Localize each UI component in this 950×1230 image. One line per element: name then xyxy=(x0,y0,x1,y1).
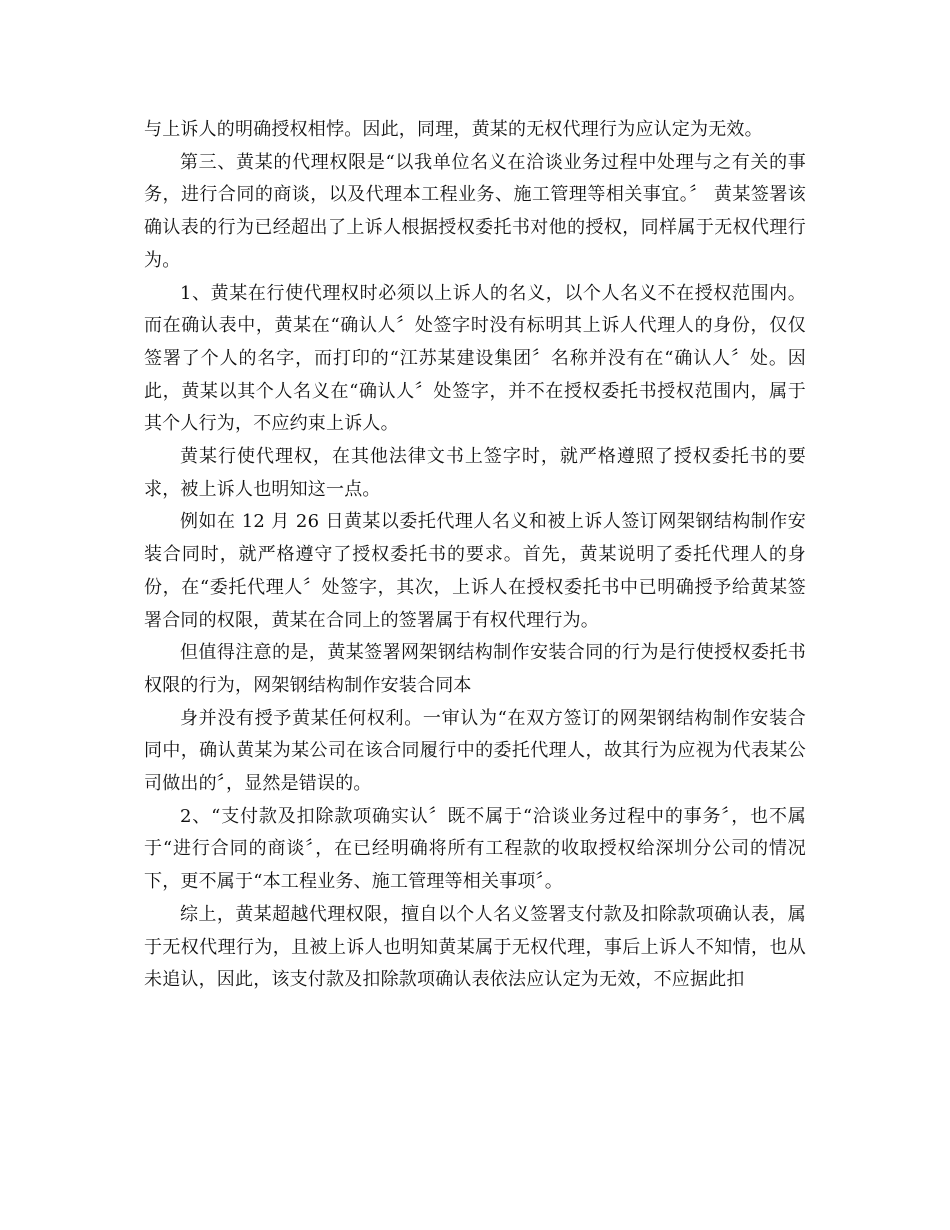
paragraph-6: 但值得注意的是，黄某签署网架钢结构制作安装合同的行为是行使授权委托书权限的行为，网架钢结构制作安装合同本 xyxy=(144,642,806,696)
document-body xyxy=(144,114,806,997)
paragraph-2: 第三、黄某的代理权限是“以我单位名义在洽谈业务过程中处理与之有关的事务，进行合同的商谈，以及代理本工程业务、施工管理等相关事宜。〞 黄某签署该确认表的行为已经超出了上诉人根据授权委托书对他的授权，同样属于无权代理行为。 xyxy=(144,151,806,271)
paragraph-7: 身并没有授予黄某任何权利。一审认为“在双方签订的网架钢结构制作安装合同中，确认黄某为某公司在该合同履行中的委托代理人，故其行为应视为代表某公司做出的〞，显然是错误的。 xyxy=(144,707,806,795)
paragraph-9: 综上，黄某超越代理权限，擅自以个人名义签署支付款及扣除款项确认表，属于无权代理行为，且被上诉人也明知黄某属于无权代理，事后上诉人不知情，也从未追认，因此，该支付款及扣除款项确认表依法应认定为无效，不应据此扣 xyxy=(144,903,806,991)
paragraph-1: 与上诉人的明确授权相悖。因此，同理，黄某的无权代理行为应认定为无效。 xyxy=(144,119,763,140)
paragraph-8: 2、“支付款及扣除款项确实认〞既不属于“洽谈业务过程中的事务〞，也不属于“进行合同的商谈〞，在已经明确将所有工程款的收取授权给深圳分公司的情况下，更不属于“本工程业务、施工管理等相关事项〞。 xyxy=(144,805,806,893)
paragraph-3: 1、黄某在行使代理权时必须以上诉人的名义，以个人名义不在授权范围内。而在确认表中，黄某在“确认人〞处签字时没有标明其上诉人代理人的身份，仅仅签署了个人的名字，而打印的“江苏某建设集团〞名称并没有在“确认人〞处。因此，黄某以其个人名义在“确认人〞处签字，并不在授权委托书授权范围内，属于其个人行为，不应约束上诉人。 xyxy=(144,282,806,435)
paragraph-5: 例如在 12 月 26 日黄某以委托代理人名义和被上诉人签订网架钢结构制作安装合同时，就严格遵守了授权委托书的要求。首先，黄某说明了委托代理人的身份，在“委托代理人〞处签字，其次，上诉人在授权委托书中已明确授予给黄某签署合同的权限，黄某在合同上的签署属于有权代理行为。 xyxy=(144,511,806,631)
paragraph-4: 黄某行使代理权，在其他法律文书上签字时，就严格遵照了授权委托书的要求，被上诉人也明知这一点。 xyxy=(144,446,806,500)
